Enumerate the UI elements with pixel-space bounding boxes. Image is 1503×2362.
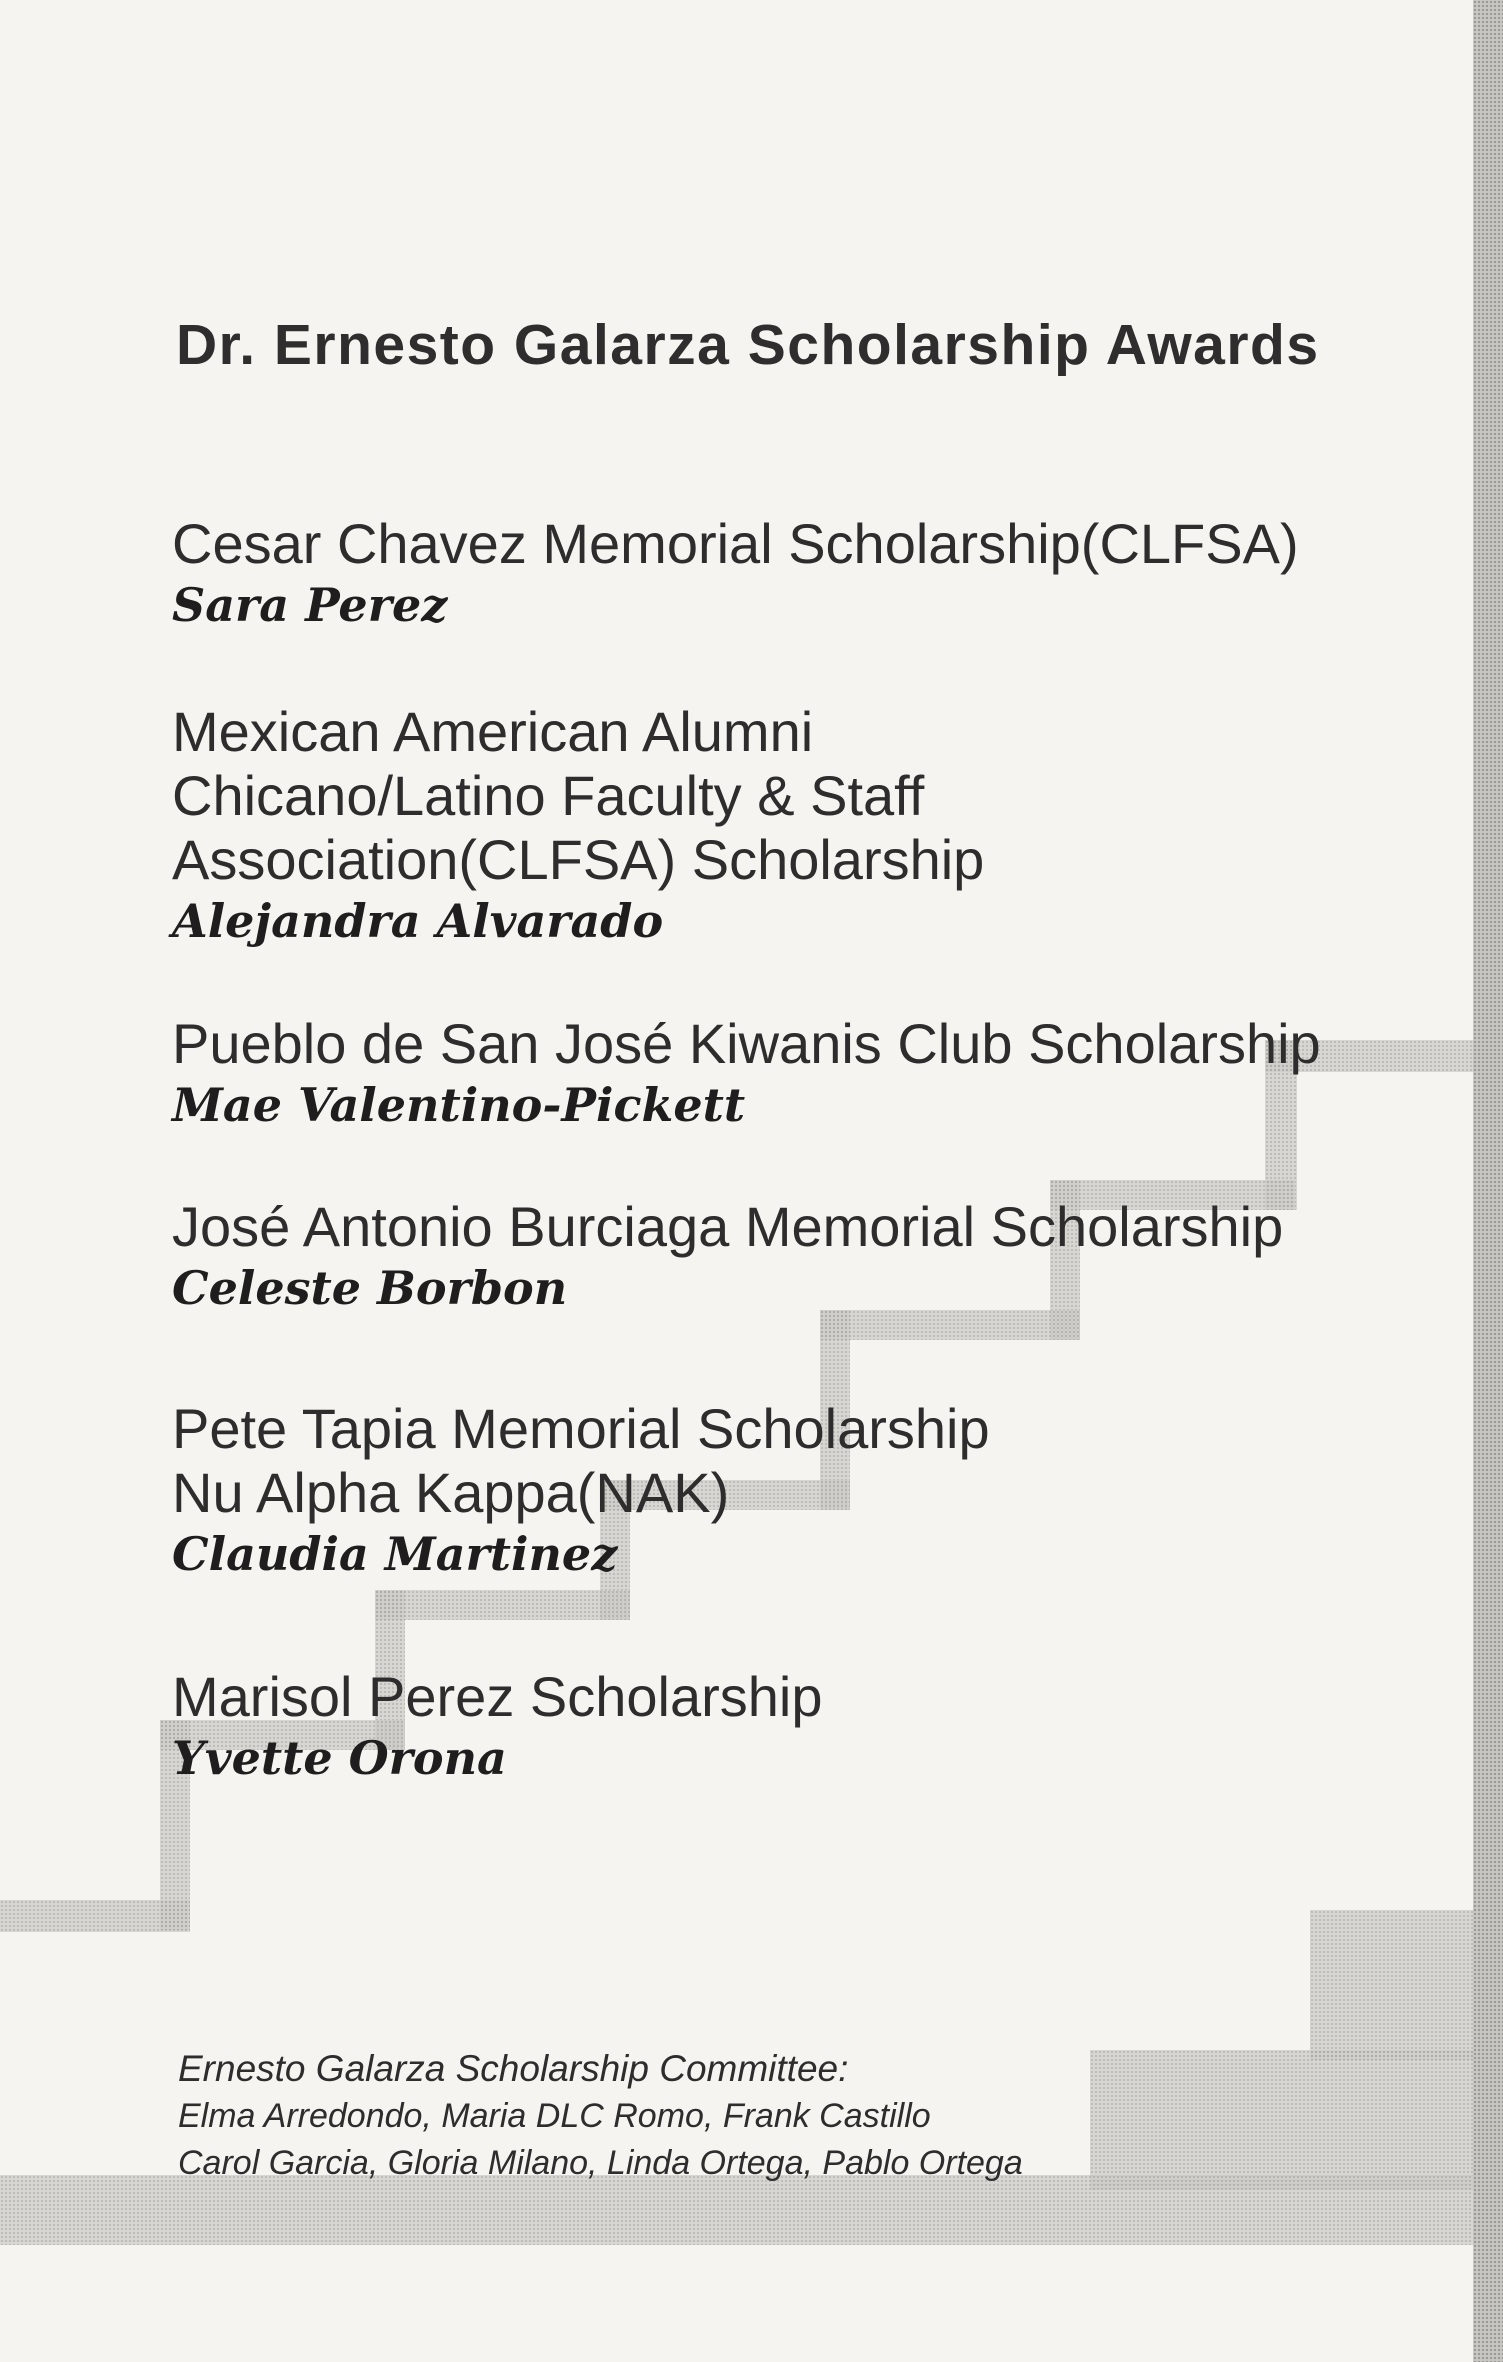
award-item — [172, 1012, 1321, 1134]
recipient-name: Yvette Orona — [172, 1731, 507, 1785]
recipient-name: Sara Perez — [172, 578, 448, 632]
recipient-name: Celeste Borbon — [172, 1261, 568, 1315]
award-name: José Antonio Burciaga Memorial Scholarship — [172, 1195, 1284, 1258]
award-name: Pueblo de San José Kiwanis Club Scholarship — [172, 1012, 1321, 1075]
award-name: Chicano/Latino Faculty & Staff — [172, 764, 925, 827]
committee-members: Carol Garcia, Gloria Milano, Linda Ortega, Pablo Ortega — [178, 2144, 1023, 2182]
recipient-name: Alejandra Alvarado — [172, 894, 664, 948]
award-name: Association(CLFSA) Scholarship — [172, 828, 985, 891]
award-name: Nu Alpha Kappa(NAK) — [172, 1461, 730, 1524]
award-item — [172, 1665, 822, 1787]
recipient-name: Mae Valentino-Pickett — [172, 1078, 746, 1132]
award-name: Mexican American Alumni — [172, 700, 814, 763]
recipient-name: Claudia Martinez — [172, 1527, 618, 1581]
page-title: Dr. Ernesto Galarza Scholarship Awards — [176, 313, 1320, 377]
award-item — [172, 1195, 1283, 1317]
committee-section — [178, 2045, 1023, 2187]
award-item — [172, 1397, 990, 1583]
award-name: Marisol Perez Scholarship — [172, 1665, 823, 1728]
committee-members: Elma Arredondo, Maria DLC Romo, Frank Castillo — [178, 2097, 931, 2135]
award-name: Cesar Chavez Memorial Scholarship(CLFSA) — [172, 512, 1299, 575]
award-item — [172, 700, 984, 950]
award-name: Pete Tapia Memorial Scholarship — [172, 1397, 990, 1460]
committee-title: Ernesto Galarza Scholarship Committee: — [178, 2048, 849, 2089]
award-item — [172, 512, 1299, 634]
